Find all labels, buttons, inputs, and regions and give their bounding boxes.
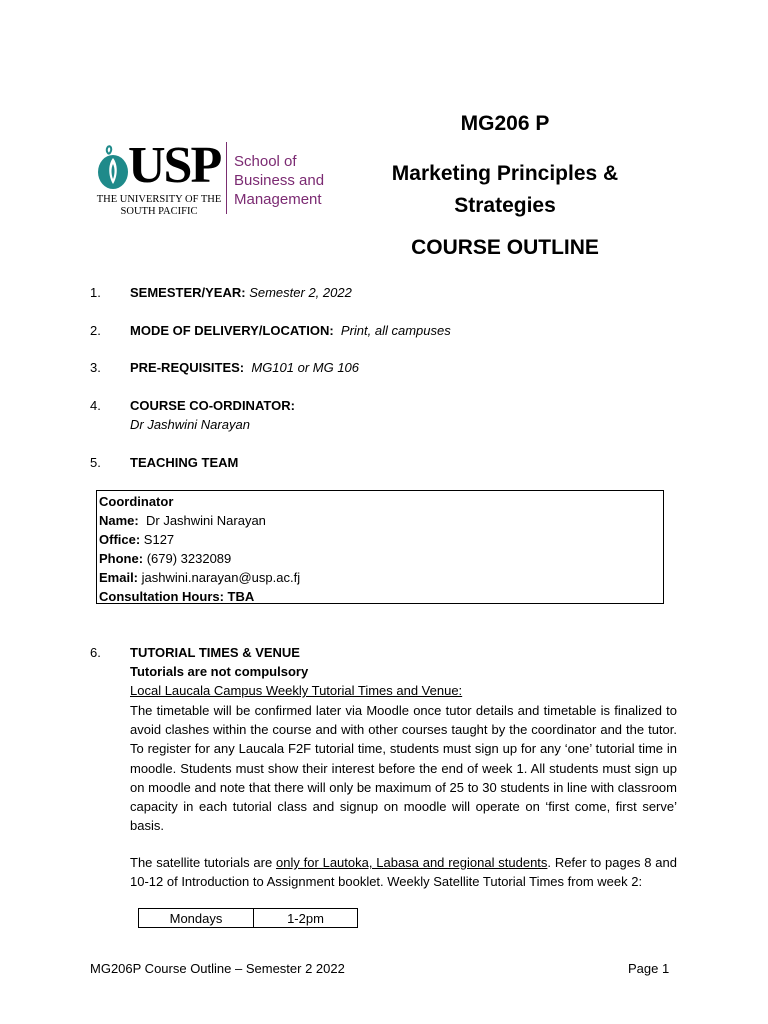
tutorial-heading-text: TUTORIAL TIMES & VENUE xyxy=(130,645,300,660)
logo-school-line1: School of xyxy=(234,153,297,170)
teaching-team-box xyxy=(96,490,664,604)
logo-university-line1: THE UNIVERSITY OF THE xyxy=(96,194,222,205)
team-phone: (679) 3232089 xyxy=(146,551,232,566)
team-consultation: Consultation Hours: TBA xyxy=(99,589,255,604)
para2-text-end: . Refer to pages 8 and 10-12 of Introduction to Assignment booklet. Weekly Satellite Tutorial Times from week 2: xyxy=(130,855,677,890)
tutorial-paragraph-1: The timetable will be confirmed later via Moodle once tutor details and timetable is finalized to avoid clashes within the course and with other courses taught by the coordinator and the tutor. To register for any Laucala F2F tutorial time, students must sign up for any ‘one’ tutorial time in moodle. Students must show their interest before the end of week 1. All students must sign up on moodle and note that there will only be maximum of 25 to 30 students in line with classroom capacity in each tutorial class and signup on moodle will operate on ‘first come, first serve’ basis. xyxy=(130,703,677,834)
mode-of-delivery-item xyxy=(130,323,451,338)
course-code: MG206 P xyxy=(460,112,550,135)
item-number: 3. xyxy=(90,360,101,375)
course-title xyxy=(380,158,630,222)
usp-emblem-icon xyxy=(96,142,130,190)
item-label: TEACHING TEAM xyxy=(130,455,239,470)
logo-wordmark: USP xyxy=(128,137,221,194)
page-number: Page 1 xyxy=(628,961,670,976)
tutorial-heading xyxy=(130,645,300,660)
usp-logo xyxy=(96,138,336,220)
team-name-label: Name: xyxy=(99,513,139,528)
item-label: MODE OF DELIVERY/LOCATION: xyxy=(130,323,334,338)
item-label: SEMESTER/YEAR: xyxy=(130,285,246,300)
item-label: PRE-REQUISITES: xyxy=(130,360,245,375)
table-cell-day: Mondays xyxy=(139,909,254,928)
para2-text-start: The satellite tutorials are xyxy=(130,855,276,870)
table-cell-time: 1-2pm xyxy=(254,909,358,928)
satellite-tutorial-table xyxy=(138,908,358,928)
item-value: MG101 or MG 106 xyxy=(251,360,360,375)
team-name: Dr Jashwini Narayan xyxy=(145,513,266,528)
document-title: COURSE OUTLINE xyxy=(411,236,599,259)
team-email: jashwini.narayan@usp.ac.fj xyxy=(141,570,301,585)
team-email-label: Email: xyxy=(99,570,139,585)
course-title-line1: Marketing Principles & xyxy=(391,162,619,185)
item-number: 4. xyxy=(90,398,101,413)
logo-university-line2: SOUTH PACIFIC xyxy=(120,206,198,217)
logo-school-name xyxy=(234,152,324,209)
item-number: 6. xyxy=(90,645,101,660)
team-office: S127 xyxy=(143,532,175,547)
prerequisites-item xyxy=(130,360,359,375)
tutorial-subheading xyxy=(130,664,308,679)
team-phone-label: Phone: xyxy=(99,551,144,566)
tutorial-paragraph-2 xyxy=(130,853,677,891)
course-coordinator-item xyxy=(130,398,295,413)
logo-school-line2: Business and xyxy=(234,172,325,189)
logo-school-line3: Management xyxy=(234,191,322,208)
tutorial-subheading-text: Tutorials are not compulsory xyxy=(130,664,309,679)
item-number: 2. xyxy=(90,323,101,338)
item-label: COURSE CO-ORDINATOR: xyxy=(130,398,295,413)
team-role: Coordinator xyxy=(99,494,174,509)
table-row xyxy=(139,909,358,928)
semester-year-item xyxy=(130,285,352,300)
coordinator-name xyxy=(130,417,250,432)
course-title-line2: Strategies xyxy=(454,194,556,217)
para2-underlined-text: only for Lautoka, Labasa and regional students xyxy=(275,855,548,870)
logo-divider xyxy=(226,142,227,214)
item-value: Semester 2, 2022 xyxy=(249,285,352,300)
item-value: Print, all campuses xyxy=(340,323,451,338)
item-number: 5. xyxy=(90,455,101,470)
item-value: Dr Jashwini Narayan xyxy=(130,417,250,432)
team-office-label: Office: xyxy=(99,532,141,547)
local-campus-heading: Local Laucala Campus Weekly Tutorial Times and Venue: xyxy=(130,683,463,698)
footer-title: MG206P Course Outline – Semester 2 2022 xyxy=(90,961,345,976)
item-number: 1. xyxy=(90,285,101,300)
teaching-team-item xyxy=(130,455,238,470)
